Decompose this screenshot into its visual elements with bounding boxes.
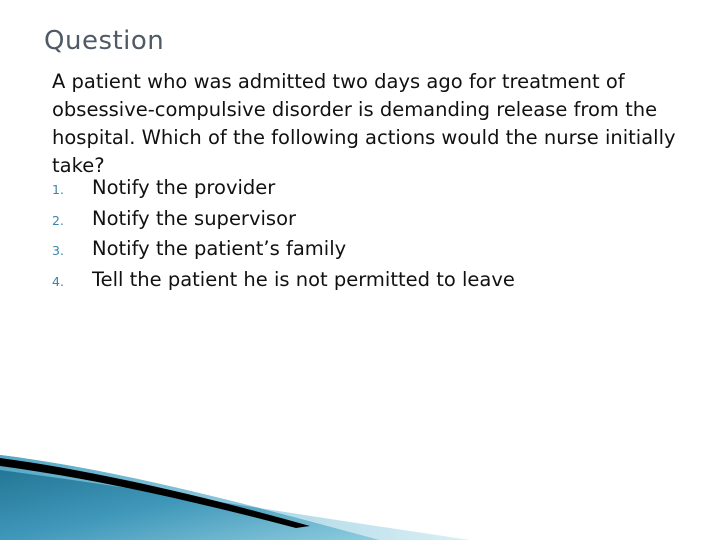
option-number: 2. (52, 212, 64, 228)
option-number: 4. (52, 273, 64, 289)
option-text: Notify the patient’s family (92, 237, 347, 260)
question-text: A patient who was admitted two days ago for treatment of obsessive-compulsive disorder is demanding release from the hospital. Which of the following actions would the nurse initially take? (52, 70, 676, 177)
option-text: Notify the provider (92, 176, 276, 199)
option-number: 1. (52, 182, 64, 197)
option-number: 3. (52, 243, 64, 258)
option-text: Tell the patient he is not permitted to leave (92, 267, 515, 291)
slide-title: Question (44, 26, 165, 56)
option-text: Notify the supervisor (92, 206, 297, 230)
